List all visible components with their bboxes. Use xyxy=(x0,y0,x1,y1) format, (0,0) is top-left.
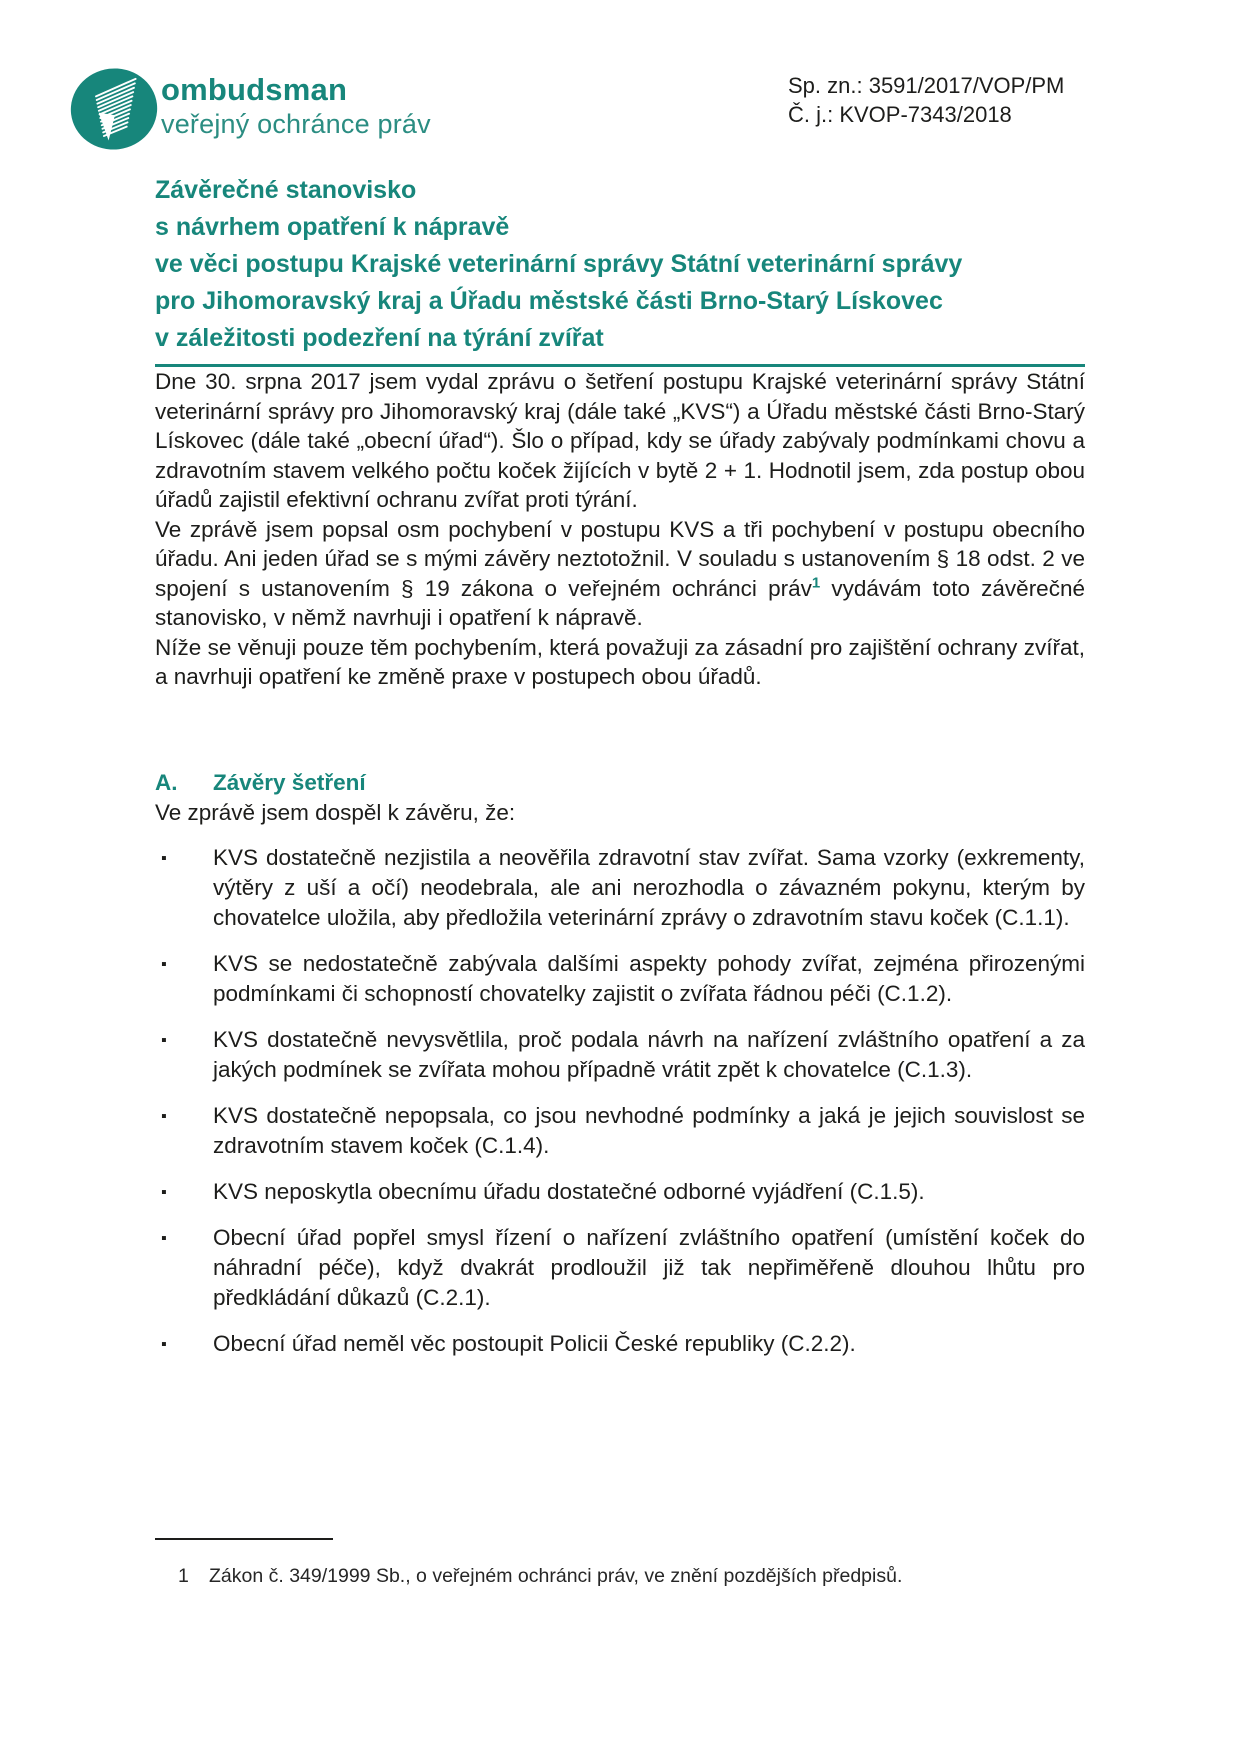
footnote-reference[interactable]: 1 xyxy=(811,574,821,591)
title-line: ve věci postupu Krajské veterinární správy Státní veterinární správy xyxy=(155,250,963,278)
list-item xyxy=(155,1025,1085,1085)
list-intro: Ve zprávě jsem dospěl k závěru, že: xyxy=(155,799,516,825)
section-title: Závěry šetření xyxy=(213,769,366,795)
file-reference-block xyxy=(788,71,1064,129)
section-number: A. xyxy=(155,769,178,795)
list-item xyxy=(155,1223,1085,1313)
paragraph-scope: Níže se věnuji pouze těm pochybením, která považuji za zásadní pro zajištění ochrany zvířat, a navrhuji opatření ke změně praxe v postupech obou úřadů. xyxy=(155,634,1085,689)
list-item xyxy=(155,1101,1085,1161)
bullet-icon: ▪ xyxy=(161,1184,167,1201)
footnote-divider xyxy=(155,1538,333,1540)
bullet-icon: ▪ xyxy=(161,1032,167,1049)
title-line: s návrhem opatření k nápravě xyxy=(155,213,510,241)
bullet-icon: ▪ xyxy=(161,1336,167,1353)
title-line: pro Jihomoravský kraj a Úřadu městské části Brno-Starý Lískovec xyxy=(155,287,943,315)
logo-tagline: veřejný ochránce práv xyxy=(161,109,431,139)
document-number: Č. j.: KVOP-7343/2018 xyxy=(788,102,1012,127)
bullet-icon: ▪ xyxy=(161,1230,167,1247)
list-item-text: KVS se nedostatečně zabývala dalšími aspekty pohody zvířat, zejména přirozenými podmínkami či schopností chovatelky zajistit o zvířata řádnou péči (C.1.2). xyxy=(213,951,1085,1006)
bullet-icon: ▪ xyxy=(161,956,167,973)
logo-wordmark: ombudsman xyxy=(161,72,348,107)
paragraph-intro-report: Dne 30. srpna 2017 jsem vydal zprávu o šetření postupu Krajské veterinární správy Státní veterinární správy pro Jihomoravský kraj (dále také „KVS“) a Úřadu městské části Brno-Starý Lískovec (dále také „obecní úřad“). Šlo o případ, kdy se úřady zabývaly podmínkami chovu a zdravotním stavem velkého počtu koček žijících v bytě 2 + 1. Hodnotil jsem, zda postup obou úřadů zajistil efektivní ochranu zvířat proti týrání. xyxy=(155,369,1085,512)
paragraph-findings-summary xyxy=(155,515,1085,633)
document-body xyxy=(155,172,1085,1359)
list-item xyxy=(155,1329,1085,1359)
bullet-icon: ▪ xyxy=(161,850,167,867)
paragraph-text: Ve zprávě jsem popsal osm pochybení v postupu KVS a tři pochybení v postupu obecního úřadu. Ani jeden úřad se s mými závěry neztotožnil. V souladu s ustanovením § 18 odst. 2 ve spojení s ustanovením § 19 zákona o veřejném ochránci práv xyxy=(155,516,1085,601)
list-item xyxy=(155,1177,1085,1207)
footnote-text: Zákon č. 349/1999 Sb., o veřejném ochránci práv, ve znění pozdějších předpisů. xyxy=(209,1565,903,1587)
list-item-text: Obecní úřad neměl věc postoupit Policii České republiky (C.2.2). xyxy=(213,1331,856,1356)
logo-text-block xyxy=(161,74,431,138)
footnote xyxy=(155,1564,1085,1589)
list-item xyxy=(155,843,1085,933)
file-number: Sp. zn.: 3591/2017/VOP/PM xyxy=(788,73,1065,98)
section-a-heading xyxy=(155,768,1085,798)
list-item-text: Obecní úřad popřel smysl řízení o nařízení zvláštního opatření (umístění koček do náhradní péče), když dvakrát prodloužil již tak nepřiměřeně dlouhou lhůtu pro předkládání důkazů (C.2.1). xyxy=(213,1225,1085,1310)
findings-list xyxy=(155,843,1085,1359)
list-item-text: KVS dostatečně nevysvětlila, proč podala návrh na nařízení zvláštního opatření a za jakých podmínek se zvířata mohou případně vrátit zpět k chovatelce (C.1.3). xyxy=(213,1027,1085,1082)
document-title xyxy=(155,172,1085,357)
ombudsman-logo-icon xyxy=(68,64,160,159)
list-item-text: KVS neposkytla obecnímu úřadu dostatečné odborné vyjádření (C.1.5). xyxy=(213,1179,925,1204)
list-item-text: KVS dostatečně nepopsala, co jsou nevhodné podmínky a jaká je jejich souvislost se zdravotním stavem koček (C.1.4). xyxy=(213,1103,1085,1158)
bullet-icon: ▪ xyxy=(161,1108,167,1125)
list-item xyxy=(155,949,1085,1009)
title-line: v záležitosti podezření na týrání zvířat xyxy=(155,324,604,352)
paragraph-text: vydávám toto závěrečné stanovisko, v němž navrhuji i opatření k nápravě. xyxy=(155,575,1085,630)
footnote-number: 1 xyxy=(178,1565,189,1587)
footnote-area xyxy=(155,1538,1085,1589)
list-item-text: KVS dostatečně nezjistila a neověřila zdravotní stav zvířat. Sama vzorky (exkrementy, výtěry z uší a očí) neodebrala, ale ani nerozhodla o závazném pokynu, kterým by chovatelce uložila, aby předložila veterinární zprávy o zdravotním stavu koček (C.1.1). xyxy=(213,845,1085,930)
title-line: Závěrečné stanovisko xyxy=(155,176,417,204)
